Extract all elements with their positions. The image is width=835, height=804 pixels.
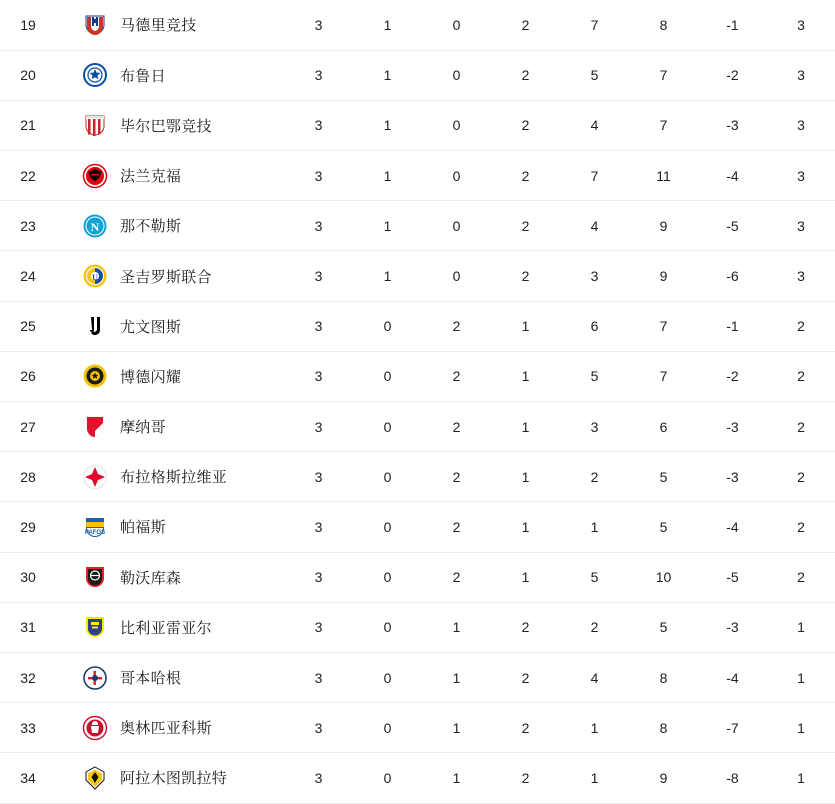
team-cell[interactable] bbox=[56, 50, 284, 100]
goal-difference-cell: -3 bbox=[698, 100, 767, 150]
team-cell[interactable] bbox=[56, 502, 284, 552]
win-cell: 1 bbox=[353, 100, 422, 150]
goal-difference-cell: -3 bbox=[698, 402, 767, 452]
rank-cell: 32 bbox=[0, 652, 56, 702]
goals-against-cell: 5 bbox=[629, 602, 698, 652]
team-name: 哥本哈根 bbox=[120, 670, 182, 688]
points-cell: 2 bbox=[767, 552, 835, 602]
points-cell: 2 bbox=[767, 452, 835, 502]
team-name: 那不勒斯 bbox=[120, 218, 182, 236]
draw-cell: 0 bbox=[422, 0, 491, 50]
goals-for-cell: 3 bbox=[560, 251, 629, 301]
goals-against-cell: 9 bbox=[629, 753, 698, 803]
goals-against-cell: 11 bbox=[629, 151, 698, 201]
win-cell: 1 bbox=[353, 201, 422, 251]
table-row[interactable] bbox=[0, 602, 835, 652]
played-cell: 3 bbox=[284, 0, 353, 50]
points-cell: 3 bbox=[767, 151, 835, 201]
atletico-madrid-crest bbox=[82, 12, 108, 38]
goals-against-cell: 8 bbox=[629, 652, 698, 702]
win-cell: 1 bbox=[353, 50, 422, 100]
points-cell: 3 bbox=[767, 100, 835, 150]
team-name: 阿拉木图凯拉特 bbox=[120, 770, 228, 788]
draw-cell: 2 bbox=[422, 502, 491, 552]
goal-difference-cell: -7 bbox=[698, 703, 767, 753]
played-cell: 3 bbox=[284, 151, 353, 201]
goal-difference-cell: -2 bbox=[698, 351, 767, 401]
club-brugge-crest bbox=[82, 62, 108, 88]
table-row[interactable] bbox=[0, 50, 835, 100]
olympiacos-crest bbox=[82, 715, 108, 741]
loss-cell: 2 bbox=[491, 0, 560, 50]
team-cell[interactable] bbox=[56, 602, 284, 652]
win-cell: 0 bbox=[353, 652, 422, 702]
goals-for-cell: 3 bbox=[560, 402, 629, 452]
team-cell[interactable] bbox=[56, 703, 284, 753]
team-name: 马德里竞技 bbox=[120, 17, 197, 35]
points-cell: 1 bbox=[767, 753, 835, 803]
goals-for-cell: 1 bbox=[560, 753, 629, 803]
goal-difference-cell: -6 bbox=[698, 251, 767, 301]
goal-difference-cell: -8 bbox=[698, 753, 767, 803]
table-row[interactable] bbox=[0, 251, 835, 301]
win-cell: 0 bbox=[353, 703, 422, 753]
loss-cell: 2 bbox=[491, 652, 560, 702]
team-name: 勒沃库森 bbox=[120, 569, 182, 587]
points-cell: 1 bbox=[767, 652, 835, 702]
played-cell: 3 bbox=[284, 50, 353, 100]
team-cell[interactable] bbox=[56, 452, 284, 502]
team-cell[interactable] bbox=[56, 151, 284, 201]
points-cell: 3 bbox=[767, 50, 835, 100]
villarreal-crest bbox=[82, 614, 108, 640]
loss-cell: 2 bbox=[491, 251, 560, 301]
loss-cell: 1 bbox=[491, 502, 560, 552]
played-cell: 3 bbox=[284, 100, 353, 150]
loss-cell: 2 bbox=[491, 753, 560, 803]
rank-cell: 21 bbox=[0, 100, 56, 150]
goals-against-cell: 5 bbox=[629, 502, 698, 552]
kairat-almaty-crest bbox=[82, 765, 108, 791]
team-cell[interactable] bbox=[56, 552, 284, 602]
team-cell[interactable] bbox=[56, 402, 284, 452]
goals-against-cell: 8 bbox=[629, 703, 698, 753]
played-cell: 3 bbox=[284, 703, 353, 753]
draw-cell: 0 bbox=[422, 151, 491, 201]
loss-cell: 2 bbox=[491, 100, 560, 150]
draw-cell: 2 bbox=[422, 452, 491, 502]
team-name: 毕尔巴鄂竞技 bbox=[120, 117, 212, 135]
team-cell[interactable] bbox=[56, 0, 284, 50]
table-row[interactable] bbox=[0, 301, 835, 351]
svg-text:U: U bbox=[92, 273, 98, 283]
points-cell: 1 bbox=[767, 703, 835, 753]
goals-for-cell: 7 bbox=[560, 151, 629, 201]
win-cell: 0 bbox=[353, 452, 422, 502]
table-row[interactable] bbox=[0, 151, 835, 201]
points-cell: 2 bbox=[767, 402, 835, 452]
table-row[interactable] bbox=[0, 502, 835, 552]
goals-against-cell: 9 bbox=[629, 201, 698, 251]
athletic-bilbao-crest bbox=[82, 112, 108, 138]
team-cell[interactable] bbox=[56, 753, 284, 803]
team-cell[interactable] bbox=[56, 652, 284, 702]
played-cell: 3 bbox=[284, 502, 353, 552]
played-cell: 3 bbox=[284, 351, 353, 401]
team-name: 布鲁日 bbox=[120, 67, 166, 85]
rank-cell: 34 bbox=[0, 753, 56, 803]
goals-for-cell: 2 bbox=[560, 602, 629, 652]
team-cell[interactable] bbox=[56, 301, 284, 351]
goal-difference-cell: -3 bbox=[698, 602, 767, 652]
rank-cell: 19 bbox=[0, 0, 56, 50]
points-cell: 3 bbox=[767, 0, 835, 50]
win-cell: 0 bbox=[353, 552, 422, 602]
goals-against-cell: 10 bbox=[629, 552, 698, 602]
team-name: 奥林匹亚科斯 bbox=[120, 720, 212, 738]
loss-cell: 1 bbox=[491, 552, 560, 602]
played-cell: 3 bbox=[284, 301, 353, 351]
loss-cell: 1 bbox=[491, 452, 560, 502]
svg-text:N: N bbox=[90, 219, 100, 234]
loss-cell: 2 bbox=[491, 602, 560, 652]
table-row[interactable] bbox=[0, 452, 835, 502]
loss-cell: 2 bbox=[491, 703, 560, 753]
rank-cell: 27 bbox=[0, 402, 56, 452]
team-name: 摩纳哥 bbox=[120, 419, 166, 437]
draw-cell: 1 bbox=[422, 602, 491, 652]
points-cell: 3 bbox=[767, 201, 835, 251]
goal-difference-cell: -3 bbox=[698, 452, 767, 502]
goals-for-cell: 5 bbox=[560, 552, 629, 602]
draw-cell: 2 bbox=[422, 402, 491, 452]
bayer-leverkusen-crest bbox=[82, 564, 108, 590]
played-cell: 3 bbox=[284, 552, 353, 602]
rank-cell: 25 bbox=[0, 301, 56, 351]
draw-cell: 0 bbox=[422, 201, 491, 251]
goal-difference-cell: -5 bbox=[698, 552, 767, 602]
table-row[interactable] bbox=[0, 402, 835, 452]
goals-for-cell: 5 bbox=[560, 50, 629, 100]
team-name: 帕福斯 bbox=[120, 519, 166, 537]
team-cell[interactable] bbox=[56, 251, 284, 301]
goals-for-cell: 7 bbox=[560, 0, 629, 50]
rank-cell: 20 bbox=[0, 50, 56, 100]
goal-difference-cell: -1 bbox=[698, 0, 767, 50]
goal-difference-cell: -4 bbox=[698, 502, 767, 552]
draw-cell: 0 bbox=[422, 100, 491, 150]
goal-difference-cell: -4 bbox=[698, 652, 767, 702]
win-cell: 1 bbox=[353, 251, 422, 301]
goals-against-cell: 7 bbox=[629, 301, 698, 351]
goals-against-cell: 5 bbox=[629, 452, 698, 502]
rank-cell: 24 bbox=[0, 251, 56, 301]
napoli-crest bbox=[82, 213, 108, 239]
draw-cell: 2 bbox=[422, 552, 491, 602]
rank-cell: 28 bbox=[0, 452, 56, 502]
goal-difference-cell: -5 bbox=[698, 201, 767, 251]
rank-cell: 29 bbox=[0, 502, 56, 552]
team-name: 法兰克福 bbox=[120, 168, 182, 186]
win-cell: 1 bbox=[353, 151, 422, 201]
copenhagen-crest bbox=[82, 665, 108, 691]
rank-cell: 30 bbox=[0, 552, 56, 602]
table-row[interactable] bbox=[0, 652, 835, 702]
points-cell: 2 bbox=[767, 301, 835, 351]
points-cell: 3 bbox=[767, 251, 835, 301]
rank-cell: 31 bbox=[0, 602, 56, 652]
slavia-prague-crest bbox=[82, 464, 108, 490]
team-name: 布拉格斯拉维亚 bbox=[120, 469, 228, 487]
monaco-crest bbox=[82, 414, 108, 440]
win-cell: 1 bbox=[353, 0, 422, 50]
played-cell: 3 bbox=[284, 452, 353, 502]
loss-cell: 1 bbox=[491, 402, 560, 452]
team-name: 比利亚雷亚尔 bbox=[120, 619, 212, 637]
table-row[interactable] bbox=[0, 201, 835, 251]
goals-for-cell: 4 bbox=[560, 201, 629, 251]
played-cell: 3 bbox=[284, 201, 353, 251]
team-name: 尤文图斯 bbox=[120, 318, 182, 336]
loss-cell: 1 bbox=[491, 351, 560, 401]
svg-text:PAFOS: PAFOS bbox=[84, 529, 106, 536]
team-cell[interactable] bbox=[56, 351, 284, 401]
bodo-glimt-crest bbox=[82, 363, 108, 389]
win-cell: 0 bbox=[353, 402, 422, 452]
points-cell: 1 bbox=[767, 602, 835, 652]
pafos-crest bbox=[82, 514, 108, 540]
goals-for-cell: 1 bbox=[560, 502, 629, 552]
table-row[interactable] bbox=[0, 0, 835, 50]
goals-for-cell: 6 bbox=[560, 301, 629, 351]
table-row[interactable] bbox=[0, 351, 835, 401]
rank-cell: 26 bbox=[0, 351, 56, 401]
draw-cell: 0 bbox=[422, 251, 491, 301]
loss-cell: 2 bbox=[491, 50, 560, 100]
win-cell: 0 bbox=[353, 502, 422, 552]
played-cell: 3 bbox=[284, 753, 353, 803]
draw-cell: 1 bbox=[422, 753, 491, 803]
points-cell: 2 bbox=[767, 351, 835, 401]
goals-for-cell: 4 bbox=[560, 100, 629, 150]
table-row[interactable] bbox=[0, 753, 835, 803]
juventus-crest bbox=[82, 313, 108, 339]
played-cell: 3 bbox=[284, 402, 353, 452]
loss-cell: 2 bbox=[491, 151, 560, 201]
played-cell: 3 bbox=[284, 602, 353, 652]
draw-cell: 1 bbox=[422, 703, 491, 753]
win-cell: 0 bbox=[353, 301, 422, 351]
rank-cell: 33 bbox=[0, 703, 56, 753]
win-cell: 0 bbox=[353, 753, 422, 803]
loss-cell: 1 bbox=[491, 301, 560, 351]
draw-cell: 0 bbox=[422, 50, 491, 100]
team-cell[interactable] bbox=[56, 201, 284, 251]
goal-difference-cell: -1 bbox=[698, 301, 767, 351]
goals-against-cell: 7 bbox=[629, 100, 698, 150]
goal-difference-cell: -4 bbox=[698, 151, 767, 201]
table-row[interactable] bbox=[0, 552, 835, 602]
win-cell: 0 bbox=[353, 351, 422, 401]
played-cell: 3 bbox=[284, 251, 353, 301]
rank-cell: 22 bbox=[0, 151, 56, 201]
team-cell[interactable] bbox=[56, 100, 284, 150]
goals-for-cell: 2 bbox=[560, 452, 629, 502]
draw-cell: 2 bbox=[422, 301, 491, 351]
goals-against-cell: 7 bbox=[629, 351, 698, 401]
table-row[interactable] bbox=[0, 100, 835, 150]
points-cell: 2 bbox=[767, 502, 835, 552]
eintracht-frankfurt-crest bbox=[82, 163, 108, 189]
union-saint-gilloise-crest bbox=[82, 263, 108, 289]
draw-cell: 1 bbox=[422, 652, 491, 702]
loss-cell: 2 bbox=[491, 201, 560, 251]
goals-for-cell: 1 bbox=[560, 703, 629, 753]
goals-against-cell: 6 bbox=[629, 402, 698, 452]
win-cell: 0 bbox=[353, 602, 422, 652]
goal-difference-cell: -2 bbox=[698, 50, 767, 100]
goals-against-cell: 9 bbox=[629, 251, 698, 301]
table-row[interactable] bbox=[0, 703, 835, 753]
team-name: 博德闪耀 bbox=[120, 368, 182, 386]
rank-cell: 23 bbox=[0, 201, 56, 251]
team-name: 圣吉罗斯联合 bbox=[120, 268, 212, 286]
goals-for-cell: 5 bbox=[560, 351, 629, 401]
goals-for-cell: 4 bbox=[560, 652, 629, 702]
goals-against-cell: 8 bbox=[629, 0, 698, 50]
goals-against-cell: 7 bbox=[629, 50, 698, 100]
played-cell: 3 bbox=[284, 652, 353, 702]
draw-cell: 2 bbox=[422, 351, 491, 401]
